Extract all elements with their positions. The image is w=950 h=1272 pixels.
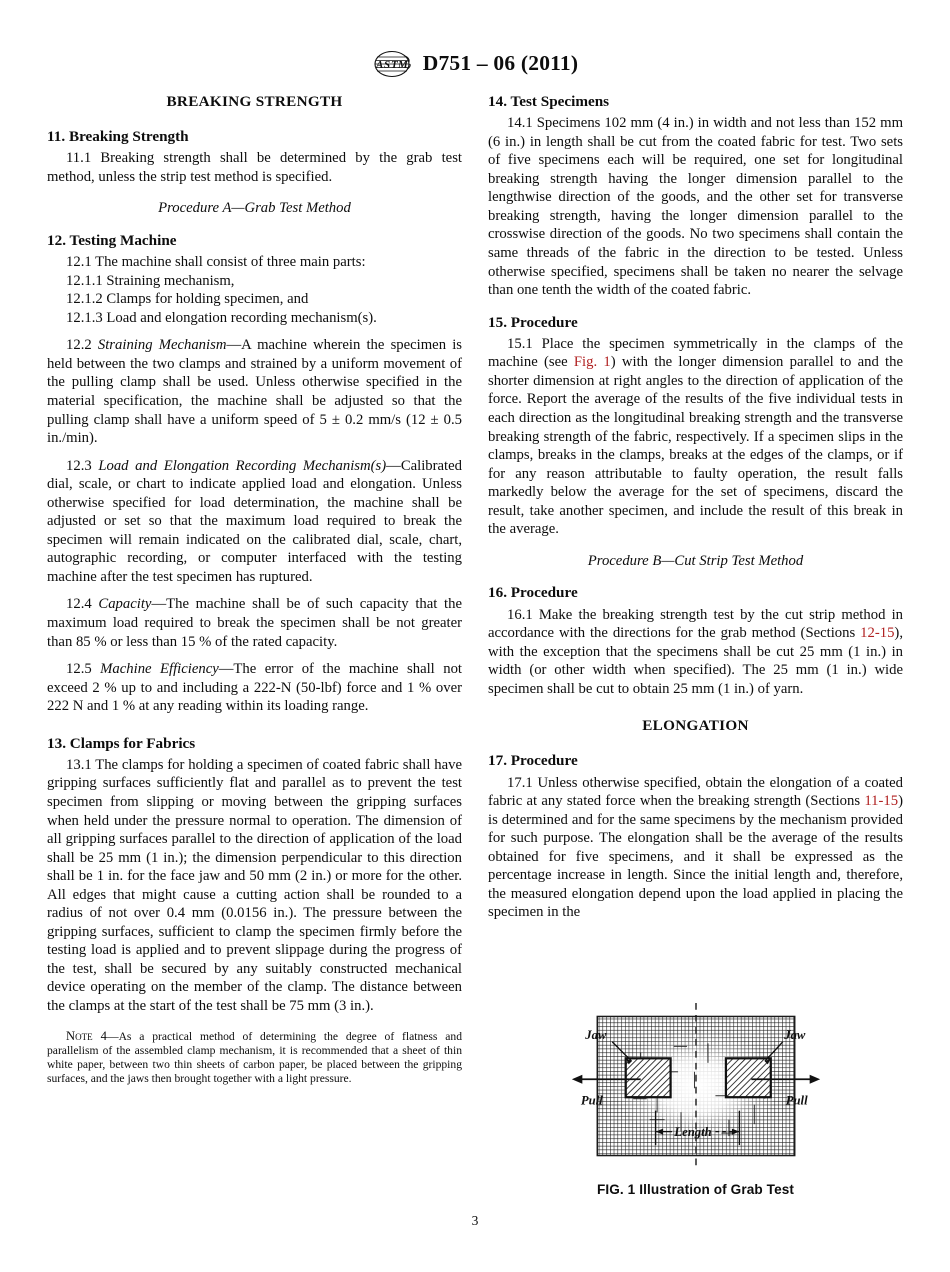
paragraph-14-1: 14.1 Specimens 102 mm (4 in.) in width and not less than 152 mm (6 in.) in length shall be cut from the coated fabric for test. Two sets of five specimens each will be required, one set for longitudinal breaking strength having the longer dimension parallel to the lengthwise direction of the goods, and the other set for transverse breaking strength, having the longer dimension parallel to the crosswise direction of the goods. No two specimens shall contain the same threads of the fabric in the direction to be tested. Unless otherwise specified, specimens shall be taken no nearer the selvage than one tenth the width of the coated fabric. <box>488 115 903 299</box>
paragraph-13-1: 13.1 The clamps for holding a specimen of coated fabric shall have gripping surfaces sufficiently flat and parallel as to prevent the test specimen from slipping or moving between the gripping surfaces when held under the pressure normal to operation. The dimension of all gripping surfaces parallel to the direction of application of the load shall be 25 mm (1 in.); the dimension perpendicular to this direction shall be 1 in. for the face jaw and 50 mm (2 in.) or more for the other. All edges that might cause a cutting action shall be rounded to a radius of not over 0.4 mm (0.0156 in.). The pressure between the gripping surfaces, sufficient to clamp the specimen firmly before the testing load is applied and to prevent slippage during the progress of the test, shall be secured by any suitably constructed mechanical device operating on the member of the clamp. The distance between the clamps at the start of the test shall be 75 mm (3 in.). <box>47 756 462 1015</box>
paragraph-12-3-number: 12.3 <box>66 457 99 474</box>
paragraph-12-1-2: 12.1.2 Clamps for holding specimen, and <box>66 291 309 308</box>
paragraph-12-3-term: Load and Elongation Recording Mechanism(s) <box>98 457 387 474</box>
paragraph-15-1-text-b: ) with the longer dimension parallel to and the shorter dimension at right angles to the direction of application of the force. Report the average of the results of the five individual tests in each direction as the longitudinal breaking strength and the transverse breaking strength of the fabric, respectively. If a specimen slips in the clamps, breaks in the clamps, breaks at the edges of the clamps, or if for any reason attributable to faulty operation, the result falls markedly below the average for the set of specimens, discard the result, take another specimen, and include the result of this break in the average. <box>488 354 903 538</box>
heading-13-clamps-for-fabrics: 13. Clamps for Fabrics <box>47 734 196 752</box>
figure-1-container <box>488 1000 903 1197</box>
figure-label-pull-left: Pull <box>580 1093 603 1108</box>
paragraph-12-5-term: Machine Efficiency <box>100 661 219 678</box>
figure-label-pull-right: Pull <box>785 1093 808 1108</box>
paragraph-12-4 <box>47 595 462 651</box>
paragraph-17-1-text-a: 17.1 Unless otherwise specified, obtain the elongation of a coated fabric at any stated force when the breaking strength (Sections <box>488 774 903 810</box>
paragraph-15-1-text-a: 15.1 Place the specimen symmetrically in the clamps of the machine (see <box>488 335 903 371</box>
procedure-b-heading: Procedure B—Cut Strip Test Method <box>587 552 804 569</box>
note-4 <box>47 1029 462 1086</box>
paragraph-17-1 <box>488 774 903 922</box>
paragraph-12-1: 12.1 The machine shall consist of three main parts: <box>66 254 366 271</box>
paragraph-12-2-text: —A machine wherein the specimen is held between the two clamps and strained by a uniform movement of the pulling clamp shall be used. Unless otherwise specified in the material specification, the machine shall be adjusted so that the pulling clamp shall have a uniform speed of 5 ± 0.2 mm/s (12 ± 0.5 in./min). <box>47 337 463 447</box>
xref-fig-1[interactable]: Fig. 1 <box>573 354 611 371</box>
paragraph-16-1 <box>488 606 903 699</box>
note-4-label: Note 4 <box>66 1028 107 1043</box>
heading-16-procedure: 16. Procedure <box>488 584 578 602</box>
right-column <box>488 92 903 922</box>
paragraph-16-1-text-a: 16.1 Make the breaking strength test by the cut strip method in accordance with the directions for the grab method (Sections <box>488 606 903 642</box>
paragraph-12-3-text: —Calibrated dial, scale, or chart to indicate applied load and elongation. Unless otherwise specified for load determination, the machine shall be adjusted or set so that the maximum load required to break the specimen will remain indicated on the calibrated dial, scale, chart, autographic recording, or computer interfaced with the testing machine after the test specimen has ruptured. <box>47 457 463 585</box>
xref-sections-12-15[interactable]: 12-15 <box>860 625 895 642</box>
section-12-sublist <box>47 253 462 327</box>
standard-designation: D751 – 06 (2011) <box>422 50 579 75</box>
grab-test-illustration <box>565 1000 827 1172</box>
svg-text:M: M <box>397 59 408 71</box>
paragraph-12-2-term: Straining Mechanism <box>97 337 227 354</box>
section-title-breaking-strength: BREAKING STRENGTH <box>166 93 343 110</box>
svg-text:S: S <box>383 59 390 71</box>
figure-1-caption: FIG. 1 Illustration of Grab Test <box>596 1182 795 1197</box>
note-4-text: —As a practical method of determining the degree of flatness and parallelism of the assembled clamp mechanism, it is recommended that a sheet of thin white paper, between two thin sheets of carbon paper, be placed between the gripping surfaces, and the jaws then brought together with a light pressure. <box>47 1029 462 1085</box>
paragraph-12-4-text: —The machine shall be of such capacity that the maximum load required to break the specimen shall be not greater than 85 % or less than 15 % of the rated capacity. <box>47 596 462 650</box>
paragraph-12-4-term: Capacity <box>98 596 152 613</box>
figure-label-jaw-right: Jaw <box>783 1027 805 1042</box>
paragraph-12-5 <box>47 660 462 716</box>
paragraph-17-1-text-b: ) is determined and for the same specimens by the mechanism provided for such purpose. The elongation shall be the average of the results obtained for five specimens, and it shall be expressed as the percentage increase in length. Since the initial length and, therefore, the measured elongation depend upon the load applied in placing the specimen in the <box>488 793 903 921</box>
procedure-a-heading: Procedure A—Grab Test Method <box>158 200 351 217</box>
page-number: 3 <box>471 1213 479 1228</box>
svg-text:A: A <box>375 59 384 71</box>
heading-11-breaking-strength: 11. Breaking Strength <box>47 128 189 146</box>
paragraph-12-1-1: 12.1.1 Straining mechanism, <box>66 272 235 289</box>
heading-15-procedure: 15. Procedure <box>488 313 578 331</box>
figure-label-length: Length <box>673 1125 712 1140</box>
heading-14-test-specimens: 14. Test Specimens <box>488 93 610 110</box>
paragraph-12-4-number: 12.4 <box>66 596 99 613</box>
paragraph-16-1-text-b: ), with the exception that the specimens shall be cut 25 mm (1 in.) in width (or other width when specified). The 25 mm (1 in.) wide specimen shall be cut to obtain 25 mm (1 in.) of yarn. <box>488 625 903 697</box>
section-title-elongation: ELONGATION <box>642 717 749 735</box>
heading-17-procedure: 17. Procedure <box>488 752 578 770</box>
astm-logo-icon <box>372 49 414 79</box>
left-column <box>47 92 462 1086</box>
paragraph-12-5-text: —The error of the machine shall not exceed 2 % up to and including a 222-N (50-lbf) force and 1 % over 222 N and 1 % at any reading within its loading range. <box>47 661 462 715</box>
paragraph-15-1 <box>488 335 903 539</box>
paragraph-12-3 <box>47 457 462 587</box>
paragraph-12-2-number: 12.2 <box>66 337 98 354</box>
paragraph-12-1-3: 12.1.3 Load and elongation recording mechanism(s). <box>66 309 377 326</box>
paragraph-12-2 <box>47 336 462 447</box>
page-header <box>0 48 950 78</box>
heading-12-testing-machine: 12. Testing Machine <box>47 231 177 249</box>
paragraph-11-1: 11.1 Breaking strength shall be determined by the grab test method, unless the strip test method is specified. <box>47 150 462 185</box>
figure-label-jaw-left: Jaw <box>584 1027 607 1042</box>
paragraph-12-5-number: 12.5 <box>66 661 101 678</box>
xref-sections-11-15[interactable]: 11-15 <box>864 793 899 810</box>
svg-text:T: T <box>390 59 398 71</box>
